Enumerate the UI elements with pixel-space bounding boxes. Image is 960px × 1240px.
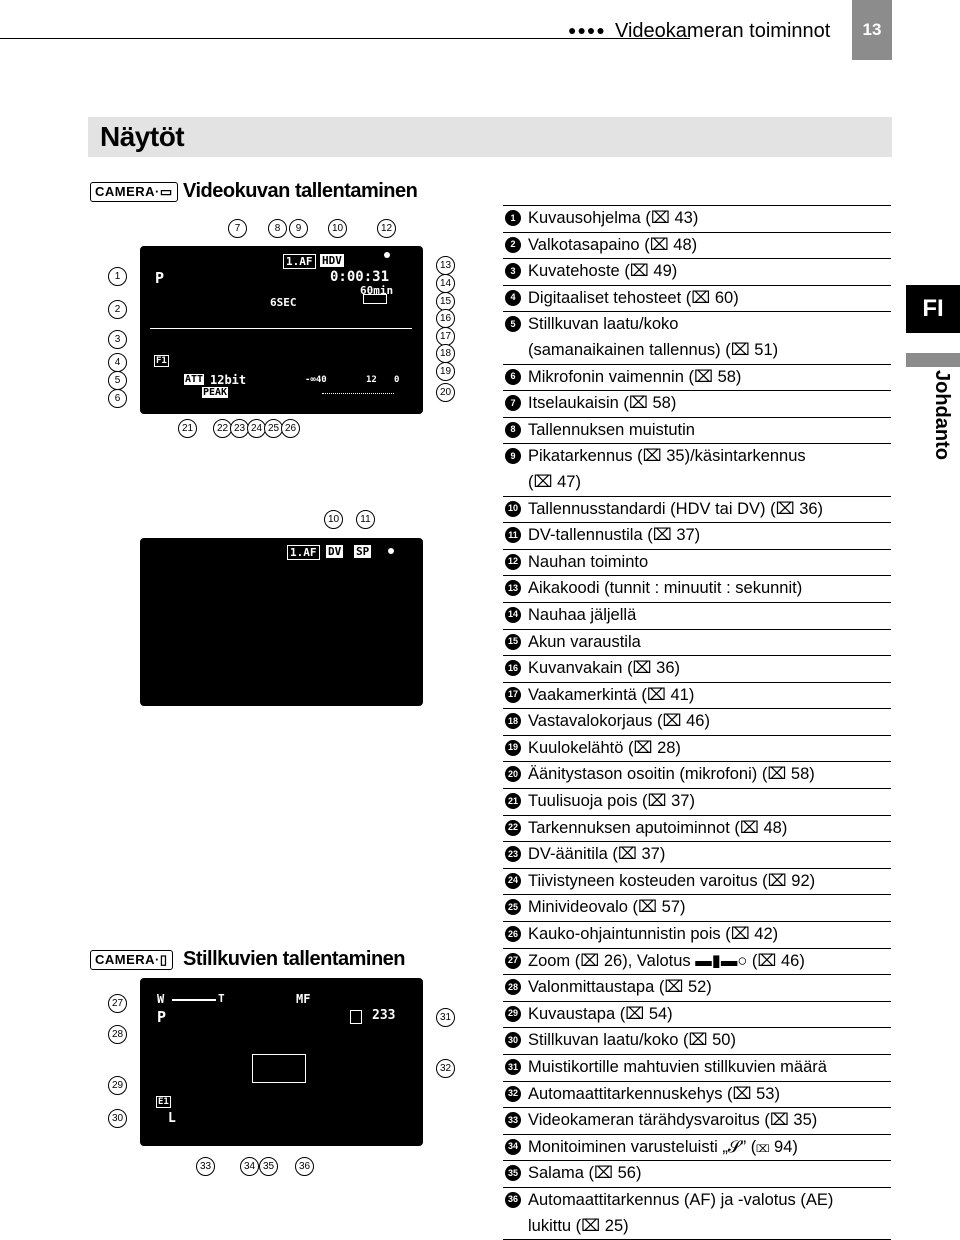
- callout: 28: [108, 1025, 127, 1044]
- legend-text: Salama (⌧ 56): [528, 1164, 642, 1183]
- legend-number: 26: [505, 926, 521, 942]
- legend-item: [503, 1054, 891, 1081]
- still-screen-program: P: [157, 1008, 167, 1026]
- legend-number: 6: [505, 369, 521, 385]
- legend-item: [503, 974, 891, 1001]
- legend-text: Tarkennuksen aputoiminnot (⌧ 48): [528, 818, 788, 837]
- legend-item: [503, 629, 891, 656]
- screen-level-mid: 12: [366, 375, 377, 385]
- legend-number: 5: [505, 316, 521, 332]
- legend-text: Aikakoodi (tunnit : minuutit : sekunnit): [528, 579, 803, 598]
- callout: 30: [108, 1109, 127, 1128]
- legend-text: Automaattitarkennus (AF) ja -valotus (AE): [528, 1190, 834, 1209]
- legend-item: [503, 496, 891, 523]
- legend-number: 17: [505, 687, 521, 703]
- legend-text-continued: (⌧ 47): [528, 472, 581, 491]
- legend-number: 14: [505, 607, 521, 623]
- dv-screen-af-label: 1.AF: [287, 545, 320, 560]
- legend-item: [503, 258, 891, 285]
- screen-effect-label: F1: [156, 356, 167, 366]
- callout: 34: [240, 1157, 259, 1176]
- legend-number: 33: [505, 1112, 521, 1128]
- legend-item: [503, 390, 891, 417]
- callout: 16: [436, 309, 455, 328]
- legend-number: 23: [505, 846, 521, 862]
- legend-item: [503, 232, 891, 259]
- callout: 31: [436, 1008, 455, 1027]
- legend-item: [503, 205, 891, 232]
- legend-text: Akun varaustila: [528, 632, 641, 651]
- legend-item: [503, 708, 891, 735]
- audio-level-meter: [322, 388, 394, 394]
- legend-item: [503, 522, 891, 549]
- record-icon: [384, 252, 390, 258]
- callout: 18: [436, 344, 455, 363]
- legend-number: 22: [505, 820, 521, 836]
- legend-item: [503, 364, 891, 391]
- legend-number: 2: [505, 237, 521, 253]
- screen-program-label: P: [155, 269, 165, 287]
- callout: 7: [228, 219, 247, 238]
- screen-af-label: 1.AF: [283, 254, 316, 269]
- legend-text: Tiivistyneen kosteuden varoitus (⌧ 92): [528, 871, 816, 890]
- legend-text: Digitaaliset tehosteet (⌧ 60): [528, 288, 739, 307]
- screen-attenuator: ATT: [185, 374, 204, 385]
- legend-item: [503, 815, 891, 842]
- legend-number: 30: [505, 1032, 521, 1048]
- callout: 11: [356, 510, 375, 529]
- legend-item: [503, 1081, 891, 1108]
- callout: 32: [436, 1059, 455, 1078]
- legend-item: [503, 894, 891, 921]
- legend-number: 19: [505, 740, 521, 756]
- legend-number: 36: [505, 1192, 521, 1208]
- legend-item: [503, 575, 891, 602]
- callout: 27: [108, 994, 127, 1013]
- legend-item: [503, 761, 891, 788]
- legend-number: 20: [505, 766, 521, 782]
- legend-number: 16: [505, 660, 521, 676]
- callout: 8: [268, 219, 287, 238]
- legend-text: Valonmittaustapa (⌧ 52): [528, 978, 712, 997]
- zoom-bar: [172, 999, 216, 1001]
- legend-text: Kuvausohjelma (⌧ 43): [528, 209, 699, 227]
- still-section-title: Stillkuvien tallentaminen: [183, 948, 406, 970]
- legend-number: 32: [505, 1086, 521, 1102]
- legend-item: [503, 921, 891, 948]
- legend-number: 3: [505, 263, 521, 279]
- af-frame: [252, 1054, 306, 1083]
- chapter-label: Johdanto: [931, 370, 953, 460]
- legend-number: 11: [505, 527, 521, 543]
- callout: 17: [436, 327, 455, 346]
- video-section-title: Videokuvan tallentaminen: [183, 180, 418, 202]
- legend-text: Pikatarkennus (⌧ 35)/käsintarkennus: [528, 447, 806, 466]
- dv-video-screen: [140, 538, 423, 706]
- screen-tape-remaining: 60min: [360, 284, 394, 297]
- callout: 26: [281, 419, 300, 438]
- side-tab-bar: [906, 353, 960, 367]
- legend-number: 31: [505, 1059, 521, 1075]
- section-title: Näytöt: [100, 121, 185, 152]
- callout: 19: [436, 362, 455, 381]
- legend-item: [503, 788, 891, 815]
- callout: 29: [108, 1076, 127, 1095]
- legend-text: Videokameran tärähdysvaroitus (⌧ 35): [528, 1111, 818, 1130]
- legend-text: Kuvanvakain (⌧ 36): [528, 659, 681, 678]
- legend-item: [503, 285, 891, 312]
- page-number: 13: [852, 0, 892, 60]
- header-dots: ●●●●: [568, 22, 606, 38]
- callout: 22: [213, 419, 232, 438]
- still-screen-size: L: [168, 1111, 176, 1126]
- legend-text: Tallennusstandardi (HDV tai DV) (⌧ 36): [528, 499, 824, 518]
- legend-number: 7: [505, 395, 521, 411]
- legend-text: Minivideovalo (⌧ 57): [528, 898, 686, 917]
- legend-number: 35: [505, 1165, 521, 1181]
- callout: 12: [377, 219, 396, 238]
- video-screen: [140, 246, 423, 414]
- legend-item: [503, 1027, 891, 1054]
- level-marker-line: [150, 328, 412, 329]
- still-screen-e1: E1: [158, 1097, 169, 1107]
- legend-text: Itselaukaisin (⌧ 58): [528, 394, 677, 413]
- legend-number: 28: [505, 979, 521, 995]
- callout: 23: [230, 419, 249, 438]
- legend-text: Monitoiminen varusteluisti „𝓢” (⌧ 94): [528, 1137, 798, 1156]
- legend-text: Tallennuksen muistutin: [528, 420, 695, 439]
- legend-text-continued: (samanaikainen tallennus) (⌧ 51): [528, 340, 779, 359]
- callout: 10: [324, 510, 343, 529]
- legend-text: Vastavalokorjaus (⌧ 46): [528, 712, 710, 731]
- dv-screen-dv-label: DV: [328, 545, 342, 558]
- legend-item: [503, 417, 891, 444]
- callout: 20: [436, 383, 455, 402]
- legend-text: Valkotasapaino (⌧ 48): [528, 235, 698, 254]
- legend-item: [503, 735, 891, 762]
- legend-text: Zoom (⌧ 26), Valotus ▬▮▬○ (⌧ 46): [528, 951, 805, 970]
- legend-item: [503, 682, 891, 709]
- legend-item: [503, 549, 891, 576]
- legend-item: [503, 1187, 891, 1240]
- callout: 2: [108, 300, 127, 319]
- language-tab: FI: [906, 285, 960, 333]
- still-screen-zoom-w: W: [157, 992, 165, 1006]
- legend-number: 27: [505, 953, 521, 969]
- legend-item: [503, 948, 891, 975]
- still-screen-mf: MF: [296, 992, 311, 1006]
- legend-text: Kuvaustapa (⌧ 54): [528, 1004, 673, 1023]
- legend-number: 4: [505, 290, 521, 306]
- camera-tape-badge: CAMERA·▭: [90, 182, 178, 202]
- legend-item: [503, 655, 891, 682]
- legend-number: 1: [505, 210, 521, 226]
- legend-list: [503, 205, 891, 1240]
- legend-number: 12: [505, 554, 521, 570]
- legend-text: Stillkuvan laatu/koko (⌧ 50): [528, 1031, 736, 1050]
- legend-text: Kuvatehoste (⌧ 49): [528, 262, 678, 281]
- legend-text: Nauhan toiminto: [528, 552, 649, 571]
- callout: 4: [108, 353, 127, 372]
- legend-item: [503, 602, 891, 629]
- callout: 13: [436, 256, 455, 275]
- callout: 9: [289, 219, 308, 238]
- dv-screen-sp-label: SP: [356, 545, 370, 558]
- memory-card-icon: [350, 1010, 362, 1024]
- still-screen-shots-remaining: 233: [372, 1008, 396, 1023]
- legend-number: 10: [505, 501, 521, 517]
- header-title: Videokameran toiminnot: [615, 20, 831, 42]
- legend-text: Kauko-ohjaintunnistin pois (⌧ 42): [528, 925, 779, 944]
- legend-number: 9: [505, 448, 521, 464]
- legend-item: [503, 311, 891, 363]
- callout: 3: [108, 330, 127, 349]
- legend-item: [503, 1160, 891, 1187]
- callout: 36: [295, 1157, 314, 1176]
- screen-audio-mode: 12bit: [210, 373, 247, 387]
- callout: 5: [108, 371, 127, 390]
- legend-number: 29: [505, 1006, 521, 1022]
- legend-number: 18: [505, 713, 521, 729]
- legend-number: 13: [505, 580, 521, 596]
- callout: 33: [196, 1157, 215, 1176]
- screen-self-timer: 6SEC: [270, 296, 297, 309]
- callout: 1: [108, 267, 127, 286]
- callout: 21: [178, 419, 197, 438]
- legend-number: 34: [505, 1139, 521, 1155]
- callout: 25: [264, 419, 283, 438]
- legend-text: Nauhaa jäljellä: [528, 605, 637, 624]
- legend-number: 25: [505, 899, 521, 915]
- callout: 35: [259, 1157, 278, 1176]
- legend-text: Äänitystason osoitin (mikrofoni) (⌧ 58): [528, 765, 815, 784]
- battery-icon: [363, 294, 387, 304]
- legend-text: Kuulokelähtö (⌧ 28): [528, 738, 681, 757]
- section-bar: [88, 117, 892, 157]
- camera-card-badge: CAMERA·▯: [90, 950, 173, 970]
- callout: 14: [436, 274, 455, 293]
- callout: 10: [328, 219, 347, 238]
- still-screen: [140, 978, 423, 1146]
- legend-number: 24: [505, 873, 521, 889]
- callout: 6: [108, 389, 127, 408]
- header-rule: [0, 38, 690, 39]
- screen-level-max: 0: [394, 375, 400, 385]
- legend-number: 8: [505, 422, 521, 438]
- callout: 15: [436, 292, 455, 311]
- screen-level-min: -∞40: [305, 375, 327, 385]
- legend-text: Tuulisuoja pois (⌧ 37): [528, 792, 695, 811]
- legend-text-continued: lukittu (⌧ 25): [528, 1216, 629, 1235]
- screen-hdv-label: HDV: [322, 254, 342, 267]
- legend-item: [503, 868, 891, 895]
- screen-peak: PEAK: [203, 387, 228, 398]
- legend-item: [503, 1001, 891, 1028]
- callout: 24: [247, 419, 266, 438]
- legend-number: 21: [505, 793, 521, 809]
- legend-text: DV-äänitila (⌧ 37): [528, 845, 666, 864]
- legend-item: [503, 1134, 891, 1161]
- legend-text: Vaakamerkintä (⌧ 41): [528, 685, 695, 704]
- legend-item: [503, 443, 891, 495]
- legend-item: [503, 841, 891, 868]
- screen-timecode: 0:00:31: [330, 269, 390, 285]
- legend-text: Automaattitarkennuskehys (⌧ 53): [528, 1084, 780, 1103]
- legend-item: [503, 1107, 891, 1134]
- legend-text: Stillkuvan laatu/koko: [528, 315, 679, 334]
- legend-text: DV-tallennustila (⌧ 37): [528, 526, 701, 545]
- legend-text: Muistikortille mahtuvien stillkuvien määrä: [528, 1058, 827, 1076]
- legend-number: 15: [505, 634, 521, 650]
- record-icon: [388, 548, 394, 554]
- legend-text: Mikrofonin vaimennin (⌧ 58): [528, 367, 742, 386]
- still-screen-zoom-t: T: [218, 992, 225, 1005]
